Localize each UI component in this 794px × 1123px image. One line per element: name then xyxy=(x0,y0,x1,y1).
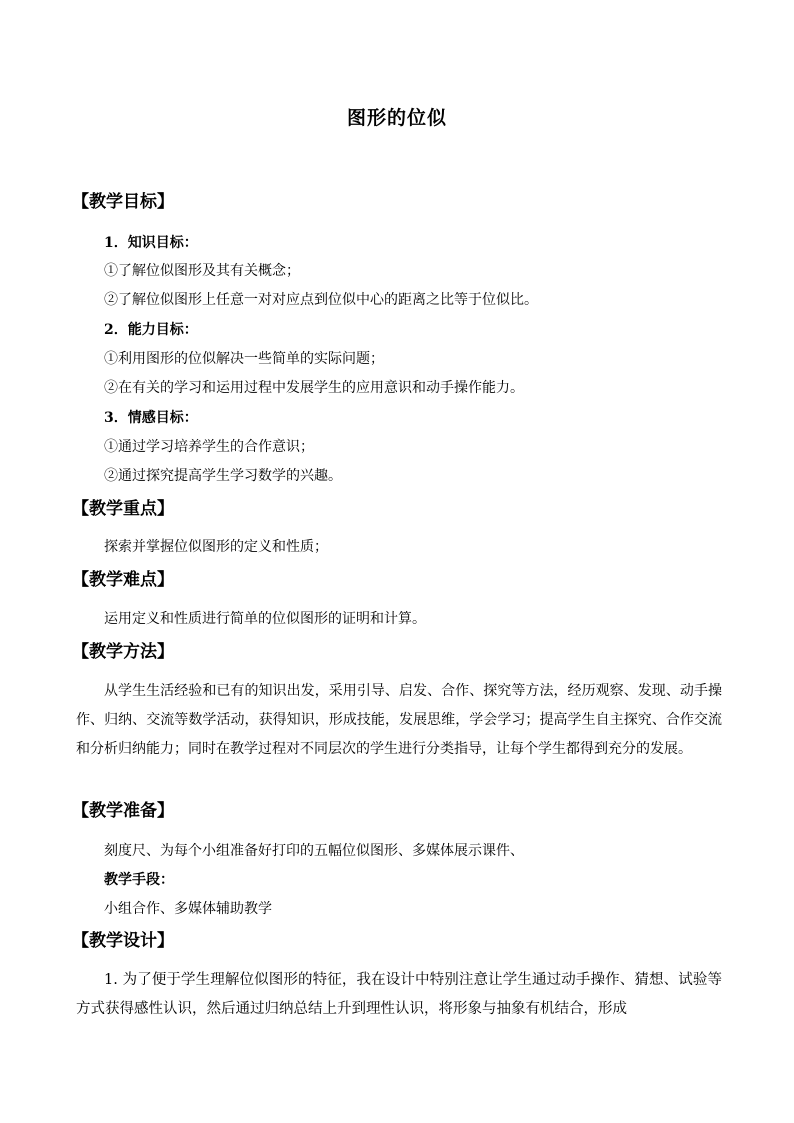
difficulties-text: 运用定义和性质进行简单的位似图形的证明和计算。 xyxy=(104,611,426,627)
heading-difficulties: 【教学难点】 xyxy=(72,570,174,590)
teaching-means-text: 小组合作、多媒体辅助教学 xyxy=(104,901,272,917)
ability-goal-item: ①利用图形的位似解决一些简单的实际问题； xyxy=(104,351,384,367)
ability-goal-title: 2．能力目标： xyxy=(104,322,198,338)
design-paragraph: 1. 为了便于学生理解位似图形的特征，我在设计中特别注意让学生通过动手操作、猜想、试验等方式获得感性认识，然后通过归纳总结上升到理性认识，将形象与抽象有机结合，形成 xyxy=(76,972,722,1017)
ability-goal-item: ②在有关的学习和运用过程中发展学生的应用意识和动手操作能力。 xyxy=(104,380,524,396)
heading-teaching-goals: 【教学目标】 xyxy=(72,192,174,212)
knowledge-goal-title: 1．知识目标： xyxy=(104,235,198,251)
methods-paragraph: 从学生生活经验和已有的知识出发，采用引导、启发、合作、探究等方法，经历观察、发现、动手操作、归纳、交流等数学活动，获得知识，形成技能，发展思维，学会学习；提高学生自主探究、合作交流和分析归纳能力；同时在教学过程对不同层次的学生进行分类指导，让每个学生都得到充分的发展。 xyxy=(76,683,722,757)
heading-design: 【教学设计】 xyxy=(72,931,174,951)
heading-methods: 【教学方法】 xyxy=(72,642,174,662)
knowledge-goal-item: ②了解位似图形上任意一对对应点到位似中心的距离之比等于位似比。 xyxy=(104,292,538,308)
teaching-means-title: 教学手段： xyxy=(104,872,174,888)
preparation-text: 刻度尺、为每个小组准备好打印的五幅位似图形、多媒体展示课件、 xyxy=(104,843,524,859)
emotion-goal-item: ②通过探究提高学生学习数学的兴趣。 xyxy=(104,468,342,484)
knowledge-goal-item: ①了解位似图形及其有关概念； xyxy=(104,263,300,279)
page-title: 图形的位似 xyxy=(346,107,447,129)
heading-preparation: 【教学准备】 xyxy=(72,801,174,821)
key-points-text: 探索并掌握位似图形的定义和性质； xyxy=(104,539,328,555)
emotion-goal-title: 3．情感目标： xyxy=(104,410,198,426)
emotion-goal-item: ①通过学习培养学生的合作意识； xyxy=(104,439,314,455)
heading-key-points: 【教学重点】 xyxy=(72,499,174,519)
